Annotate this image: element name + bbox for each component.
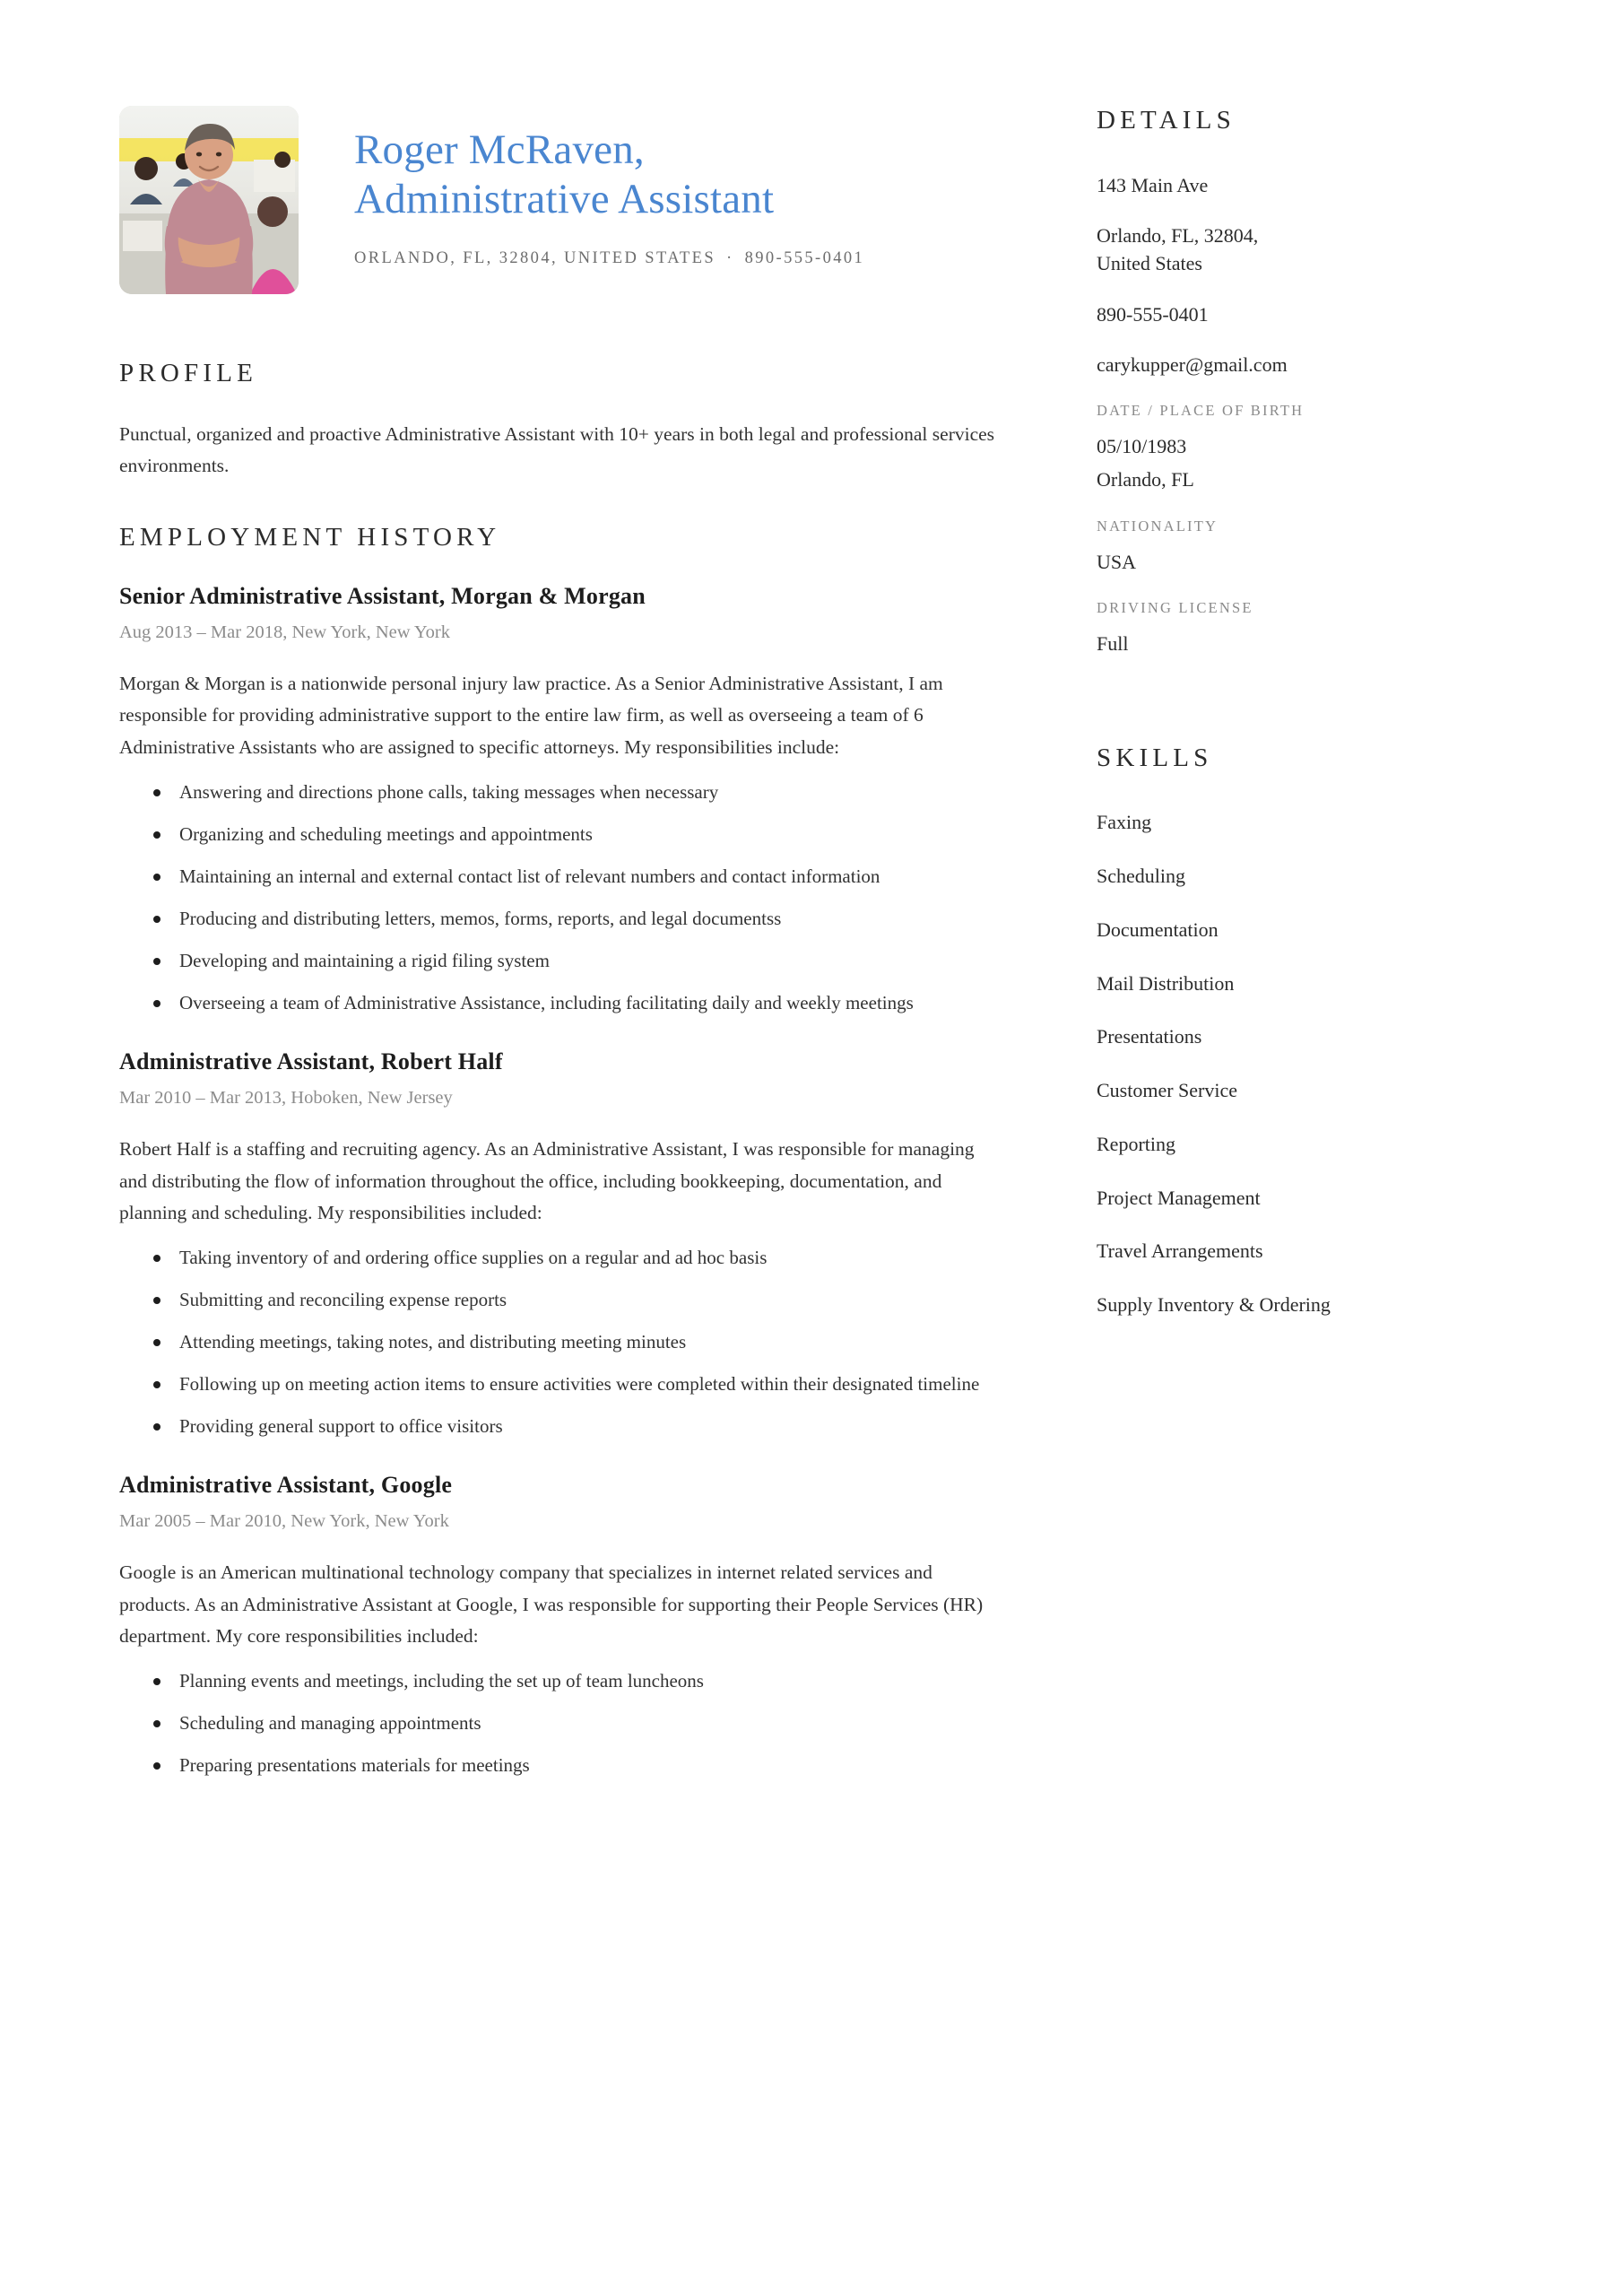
- job-description: Morgan & Morgan is a nationwide personal injury law practice. As a Senior Administrative Assistant, I am responsible for providing administrative support to the entire law firm, as well as overseeing a team of 6 Administrative Assistants who are assigned to specific attorneys. My responsibilities include:: [119, 672, 943, 759]
- job-entry: [119, 1472, 1000, 1780]
- header-text: [354, 106, 864, 268]
- job-description: Google is an American multinational technology company that specializes in internet related services and products. As an Administrative Assistant at Google, I was responsible for supporting their People Services (HR) department. My core responsibilities included:: [119, 1561, 984, 1648]
- candidate-name-line1: Roger McRaven,: [354, 126, 645, 173]
- job-bullet: Attending meetings, taking notes, and distributing meeting minutes: [150, 1326, 1000, 1357]
- profile-text: Punctual, organized and proactive Administrative Assistant with 10+ years in both legal and professional services environments.: [119, 423, 995, 476]
- job-meta: Mar 2010 – Mar 2013, Hoboken, New Jersey: [119, 1087, 453, 1108]
- job-title: Administrative Assistant, Robert Half: [119, 1048, 503, 1074]
- detail-address-street: 143 Main Ave: [1097, 174, 1209, 196]
- profile-section: [119, 359, 1000, 482]
- job-title: Administrative Assistant, Google: [119, 1471, 453, 1498]
- profile-heading: PROFILE: [119, 359, 258, 387]
- detail-phone: 890-555-0401: [1097, 302, 1209, 326]
- job-bullet: Providing general support to office visitors: [150, 1411, 1000, 1441]
- job-entry: [119, 1048, 1000, 1441]
- job-bullet: Developing and maintaining a rigid filing system: [150, 945, 1000, 976]
- header-location: ORLANDO, FL, 32804, UNITED STATES: [354, 248, 716, 267]
- candidate-name: [354, 126, 864, 224]
- job-bullet: Producing and distributing letters, memos, forms, reports, and legal documentss: [150, 903, 1000, 934]
- skill-item: Mail Distribution: [1097, 971, 1235, 995]
- detail-field-value: 05/10/1983: [1097, 435, 1187, 458]
- details-heading: DETAILS: [1097, 106, 1236, 135]
- job-meta: Aug 2013 – Mar 2018, New York, New York: [119, 622, 451, 642]
- job-description: Robert Half is a staffing and recruiting agency. As an Administrative Assistant, I was responsible for managing and distributing the flow of information throughout the office, including bookkeeping, documentation, and planning and scheduling. My responsibilities included:: [119, 1137, 975, 1224]
- skill-item: Supply Inventory & Ordering: [1097, 1293, 1331, 1317]
- candidate-job-title: Administrative Assistant: [354, 175, 775, 222]
- skill-item: Scheduling: [1097, 864, 1185, 887]
- detail-address-country: United States: [1097, 252, 1202, 275]
- job-bullet: Answering and directions phone calls, taking messages when necessary: [150, 777, 1000, 807]
- employment-heading: EMPLOYMENT HISTORY: [119, 522, 501, 552]
- job-bullet: Preparing presentations materials for meetings: [150, 1750, 1000, 1780]
- job-bullet: Maintaining an internal and external contact list of relevant numbers and contact information: [150, 861, 1000, 891]
- job-bullet: Following up on meeting action items to ensure activities were completed within their designated timeline: [150, 1369, 1000, 1399]
- detail-email: carykupper@gmail.com: [1097, 352, 1288, 376]
- detail-field: [1097, 599, 1457, 657]
- job-bullet: Planning events and meetings, including the set up of team luncheons: [150, 1665, 1000, 1696]
- job-title: Senior Administrative Assistant, Morgan & Morgan: [119, 582, 646, 609]
- detail-field-label: NATIONALITY: [1097, 517, 1219, 535]
- detail-field: [1097, 517, 1457, 576]
- job-bullet: Submitting and reconciling expense reports: [150, 1284, 1000, 1315]
- skill-item: Reporting: [1097, 1132, 1175, 1155]
- detail-address-city: Orlando, FL, 32804,: [1097, 224, 1259, 248]
- skill-item: Documentation: [1097, 918, 1219, 941]
- detail-field-value: Full: [1097, 631, 1129, 655]
- skill-item: Travel Arrangements: [1097, 1239, 1263, 1263]
- main-column: [119, 106, 1080, 1822]
- job-bullet-list: [150, 1665, 1000, 1780]
- header-contact-line: [354, 249, 864, 268]
- detail-field-label: DRIVING LICENSE: [1097, 598, 1253, 616]
- profile-photo: [119, 106, 299, 294]
- details-section: [1097, 106, 1457, 657]
- skill-item: Presentations: [1097, 1025, 1202, 1048]
- detail-field-value-secondary: Orlando, FL: [1097, 468, 1194, 491]
- skill-item: Customer Service: [1097, 1079, 1238, 1102]
- detail-address-city-country: [1097, 222, 1457, 277]
- contact-separator: ·: [726, 248, 734, 267]
- header-phone: 890-555-0401: [744, 248, 865, 267]
- employment-section: [119, 523, 1000, 1780]
- job-bullet: Taking inventory of and ordering office supplies on a regular and ad hoc basis: [150, 1242, 1000, 1273]
- job-bullet-list: [150, 1242, 1000, 1441]
- skills-section: [1097, 744, 1457, 1319]
- skill-item: Project Management: [1097, 1186, 1261, 1209]
- photo-illustration: [119, 106, 299, 294]
- resume-header: [119, 106, 1000, 294]
- skills-heading: SKILLS: [1097, 744, 1213, 773]
- job-meta: Mar 2005 – Mar 2010, New York, New York: [119, 1510, 449, 1531]
- detail-field-label: DATE / PLACE OF BIRTH: [1097, 402, 1305, 420]
- job-entry: [119, 583, 1000, 1018]
- job-bullet: Scheduling and managing appointments: [150, 1708, 1000, 1738]
- detail-field: [1097, 402, 1457, 493]
- job-bullet: Organizing and scheduling meetings and appointments: [150, 819, 1000, 849]
- detail-field-value: USA: [1097, 550, 1137, 573]
- job-bullet: Overseeing a team of Administrative Assistance, including facilitating daily and weekly meetings: [150, 987, 1000, 1018]
- skill-item: Faxing: [1097, 811, 1152, 834]
- sidebar-column: [1080, 106, 1457, 1822]
- job-bullet-list: [150, 777, 1000, 1018]
